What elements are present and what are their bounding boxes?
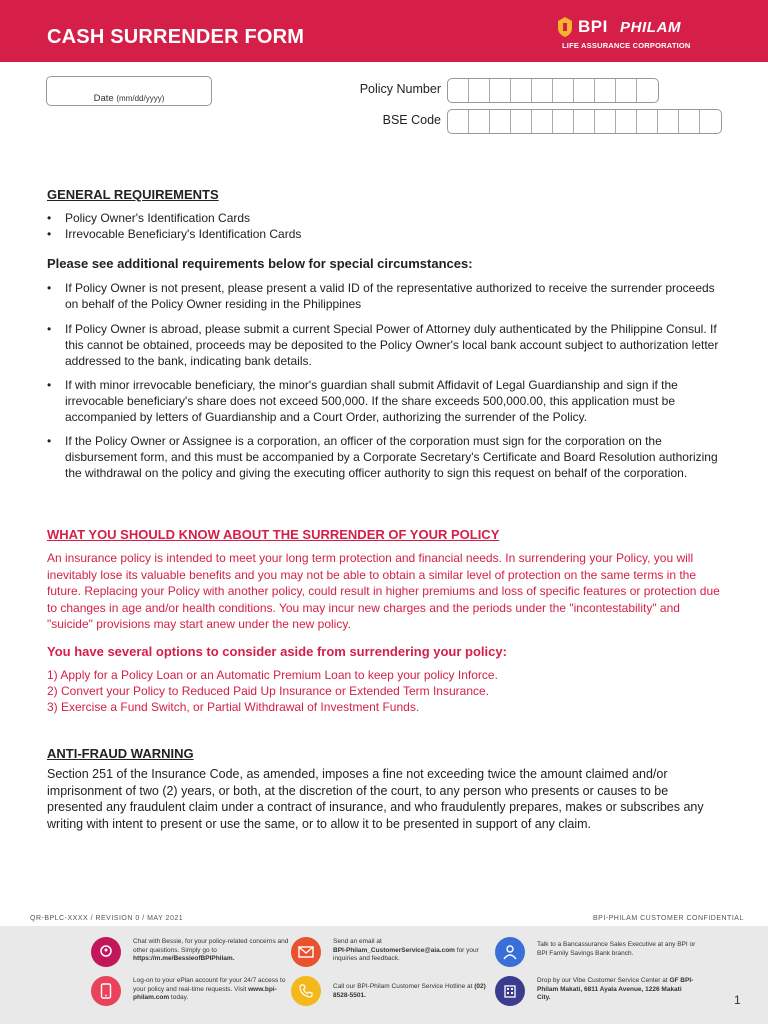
list-item: • Policy Owner's Identification Cards [47,210,727,226]
form-reference: QR-BPLC-XXXX / REVISION 0 / MAY 2021 [30,915,184,922]
service-center-text: Drop by our Vibe Customer Service Center at GF BPI-Philam Makati, 6811 Ayala Avenue, 1226 Makati City. [537,977,694,1001]
options-list [47,667,727,715]
logo-bpi-text: BPI [578,17,608,36]
option-item: 1) Apply for a Policy Loan or an Automatic Premium Loan to keep your policy Inforce. [47,668,498,682]
general-requirements-heading: GENERAL REQUIREMENTS [47,187,219,202]
logo-subtitle: LIFE ASSURANCE CORPORATION [562,41,691,50]
email-icon [291,937,321,967]
option-item: 3) Exercise a Fund Switch, or Partial Withdrawal of Investment Funds. [47,700,420,714]
mobile-icon [91,976,121,1006]
general-requirements-list [47,210,727,242]
option-item: 2) Convert your Policy to Reduced Paid Up Insurance or Extended Term Insurance. [47,684,490,698]
surrender-info-heading: WHAT YOU SHOULD KNOW ABOUT THE SURRENDER OF YOUR POLICY [47,527,500,542]
crest-icon [556,16,574,38]
date-field[interactable] [46,76,212,106]
logo-philam-text: PHILAM [620,19,682,36]
bpi-philam-logo [556,14,726,54]
anti-fraud-paragraph: Section 251 of the Insurance Code, as amended, imposes a fine not exceeding twice the amount claimed and/or imprisonment of two (2) years, or both, at the discretion of the court, to any person who presents or causes to be presented any fraudulent claim under a contract of insurance, and who fraudulently prepares, makes or subscribes any writing with intent to present or use the same, or to allow it to be presented in support of any claim. [47,767,704,831]
footer-contact-band [0,926,768,1024]
list-item: • If Policy Owner is not present, please present a valid ID of the representative authorized to receive the surrender proceeds on behalf of the Policy Owner residing in the Philippines [47,280,727,312]
confidential-label: BPI-PHILAM CUSTOMER CONFIDENTIAL [593,915,744,922]
surrender-info-paragraph: An insurance policy is intended to meet your long term protection and financial needs. In surrendering your Policy, you will inevitably lose its valuable benefits and you may not be able to obtain a similar level of protection on the same terms in the future. Replacing your Policy with another policy, could result in higher premiums and loss of specific features or protection due to changes in age and/or health conditions. You may incur new charges and the periods under the "incontestability" and "suicide" provisions may start anew under the new policy. [47,551,720,631]
additional-requirements-list [47,280,727,481]
bse-code-label: BSE Code [382,113,441,127]
email-text: Send an email at BPI-Philam_CustomerService@aia.com for your inquiries and feedback. [333,938,479,962]
phone-icon [291,976,321,1006]
policy-number-label: Policy Number [359,82,441,96]
page-number: 1 [734,993,741,1007]
eplan-text: Log-on to your ePlan account for your 24/7 access to your policy and real-time requests. Visit www.bpi-philam.com today. [133,977,286,1001]
list-item: • Irrevocable Beneficiary's Identification Cards [47,226,727,242]
chat-icon [91,937,121,967]
list-item: • If with minor irrevocable beneficiary, the minor's guardian shall submit Affidavit of Legal Guardianship and sign if the irrevocable beneficiary's share does not exceed 500,000. If the share exceeds 500,000.00, this application must be accompanied by letters of Guardianship and a Court Order, authorizing the surrender of the Policy. [47,377,727,425]
list-item: • If the Policy Owner or Assignee is a corporation, an officer of the corporation must sign for the corporation on the disbursement form, and this must be accompanied by a Corporate Secretary's Certificate and Board Resolution authorizing the withdrawal on the policy and giving the executing officer authority to sign this request on behalf of the corporation. [47,433,727,481]
bancassurance-text: Talk to a Bancassurance Sales Executive at any BPI or BPI Family Savings Bank branch. [537,941,696,957]
anti-fraud-heading: ANTI-FRAUD WARNING [47,746,194,761]
header-band [0,0,768,62]
chat-text: Chat with Bessie, for your policy-related concerns and other questions. Simply go to https://m.me/BessieofBPIPhilam. [133,938,289,962]
person-icon [495,937,525,967]
building-icon [495,976,525,1006]
policy-number-input[interactable] [447,78,659,103]
additional-requirements-heading: Please see additional requirements below for special circumstances: [47,256,473,271]
date-label: Date (mm/dd/yyyy) [93,93,165,104]
list-item: • If Policy Owner is abroad, please submit a current Special Power of Attorney duly authenticated by the Philippine Consul. If this cannot be obtained, proceeds may be deposited to the Policy Owner's local bank account subject to authorization letter addressed to the bank, indicating bank details. [47,321,727,369]
options-heading: You have several options to consider aside from surrendering your policy: [47,644,507,659]
hotline-text: Call our BPI-Philam Customer Service Hotline at (02) 8528-5501. [333,983,486,999]
page-title: CASH SURRENDER FORM [47,26,305,48]
bse-code-input[interactable] [447,109,722,134]
